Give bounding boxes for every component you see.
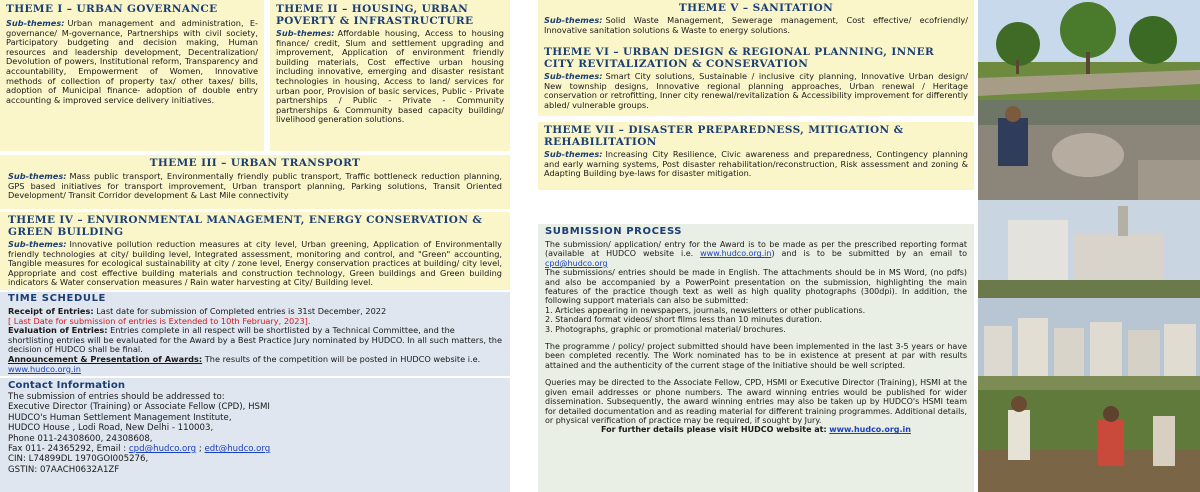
contact-gstin: GSTIN: 07AACH0632A1ZF	[8, 464, 120, 475]
photo-power-plant	[978, 200, 1200, 298]
photo-housing	[978, 298, 1200, 390]
theme-6-label: Sub-themes:	[544, 71, 603, 81]
theme-4-panel	[0, 212, 510, 290]
theme-3-panel	[0, 155, 510, 209]
submission-paragraph-4: Queries may be directed to the Associate Fellow, CPD, HSMI or Executive Director (Training), HSMI at the given email addresses or phone numbers. The award winning entries would be published for wider dissemination. Subsequently, the award winning entries may also be taken up by HUDCO's HSMI team for detailed documentation and as reading material for different training programmes. Additional details, or physical verification of practice may be required, if sought by Jury.	[545, 378, 967, 425]
photo-construction-worker	[978, 100, 1200, 200]
submission-paragraph-5	[545, 425, 967, 434]
theme-6-text: Smart City solutions, Sustainable / inclusive city planning, Innovative Urban design/ New township designs, Innovative regional planning approaches, Urban renewal / Heritage conservation or retrofitting, Inner city renewal/revitalization & Accessibility improvement for differently abled/ vulnerable groups.	[544, 71, 968, 110]
email-edt-link[interactable]: edt@hudco.org	[204, 444, 271, 455]
theme-5-body	[544, 16, 968, 35]
theme-1-label: Sub-themes:	[6, 18, 65, 28]
further-details-text: For further details please visit HUDCO website at:	[601, 425, 827, 435]
contact-line: HUDCO's Human Settlement Management Institute,	[8, 412, 232, 423]
fax-text: Fax 011- 24365292, Email :	[8, 444, 127, 455]
theme-2-title: THEME II – HOUSING, URBAN POVERTY & INFRASTRUCTURE	[276, 3, 474, 27]
theme-4-title: THEME IV – ENVIRONMENTAL MANAGEMENT, ENERGY CONSERVATION & GREEN BUILDING	[8, 214, 483, 238]
support-material-item: 2. Standard format videos/ short films less than 10 minutes duration.	[545, 315, 823, 325]
receipt-text: Last date for submission of Completed entries is 31st December, 2022	[96, 306, 387, 316]
contact-body	[8, 392, 502, 475]
theme-3-title: THEME III – URBAN TRANSPORT	[149, 157, 361, 169]
theme-6-body	[544, 72, 968, 110]
contact-line: Executive Director (Training) or Associate Fellow (CPD), HSMI	[8, 402, 270, 413]
submission-panel	[538, 224, 974, 492]
contact-panel	[0, 378, 510, 492]
theme-6-panel	[538, 44, 974, 116]
time-schedule-title: TIME SCHEDULE	[8, 293, 106, 304]
theme-1-title: THEME I – URBAN GOVERNANCE	[6, 3, 218, 15]
theme-2-panel	[270, 0, 510, 151]
email-cpd-link[interactable]: cpd@hudco.org	[128, 444, 197, 455]
theme-4-text: Innovative pollution reduction measures at city level, Urban greening, Application of Environmentally friendly technologies at city/ building level, Integrated assessment, monitoring and control, and "Green" accounting, Tangible measures for ecological sustainability at city / zone level, Energy conservation practices at building/ city level, Appropriate and cost effective building materials and construction technology, Green buildings and Green building indicators & Water conservation measures / Rain water harvesting at City/ Building level.	[8, 239, 502, 288]
evaluation-text: Entries complete in all respect will be shortlisted by a Technical Committee, and the shortlisting entries will be evaluated for the Award by a Best Practice Jury nominated by HUDCO. In all such matters, the decision of HUDCO shall be final.	[8, 325, 503, 355]
contact-line: The submission of entries should be addressed to:	[8, 392, 225, 402]
theme-6-title: THEME VI – URBAN DESIGN & REGIONAL PLANNING, INNER CITY REVITALIZATION & CONSERVATION	[544, 46, 935, 70]
time-schedule-body	[8, 307, 502, 374]
submission-email-link[interactable]: cpd@hudco.org	[545, 258, 608, 268]
submission-website-link[interactable]: www.hudco.org.in	[700, 249, 772, 259]
submission-paragraph-2: The submissions/ entries should be made in English. The attachments should be in MS Word, (no pdfs) and also be accompanied by a PowerPoint presentation on the submission, highlighting the main features of the practice though text as well as high quality photographs (300dpi). In addition, the following support materials can also be submitted:	[545, 268, 967, 306]
theme-7-text: Increasing City Resilience, Civic awareness and preparedness, Contingency planning and early warning systems, Post disaster rehabilitation/reconstruction, Risk assessment and zoning & Adapting Building bye-laws for disaster mitigation.	[544, 149, 968, 179]
theme-3-body	[8, 172, 502, 201]
contact-line: Phone 011-24308600, 24308608,	[8, 433, 153, 444]
theme-2-body	[276, 29, 504, 125]
announcement-label: Announcement & Presentation of Awards:	[8, 353, 203, 364]
theme-3-text: Mass public transport, Environmentally friendly public transport, Traffic bottleneck reduction planning, GPS based initiatives for transport improvement, Urban transport planning, Parking solutions, Transit Oriented Development/ Transit Corridor development & Last Mile connectivity	[8, 171, 502, 201]
further-details-website-link[interactable]: www.hudco.org.in	[829, 425, 911, 435]
theme-1-panel	[0, 0, 264, 151]
theme-2-text: Affordable housing, Access to housing finance/ credit, Slum and settlement upgrading and improvement, Application of environment friendly building materials, Cost effective urban housing including innovative, emerging and disaster resistant technologies in housing, Access to land/ services for urban poor, Provision of basic services, Public - Private partnerships / Public - Private - Community partnerships & Community based capacity building/ livelihood generation solutions.	[276, 28, 504, 125]
submission-p1b: ) and is to be submitted by an email to	[771, 249, 968, 259]
receipt-label: Receipt of Entries:	[8, 306, 94, 316]
extended-deadline: [ Last Date for submission of entries is Extended to 10th February, 2023].	[8, 315, 311, 326]
theme-5-text: Solid Waste Management, Sewerage management, Cost effective/ ecofriendly/ Innovative sanitation solutions & Waste to energy solutions.	[544, 15, 968, 35]
time-schedule-panel	[0, 292, 510, 376]
theme-1-text: Urban management and administration, E-governance/ M-governance, Partnerships with civil society, Participatory budgeting and decision making, Human resources and leadership development, Decentralization/ Devolution of powers, Institutional reform, Transparency and accountability, Empowerment of Women, Innovative methods of collection of property tax/ other taxes/ bills, adoption of Municipal finance- adoption of double entry accounting & improved service delivery initiatives.	[6, 18, 258, 105]
theme-3-label: Sub-themes:	[8, 171, 67, 181]
submission-body	[545, 240, 967, 435]
submission-p1a: The submission/ application/ entry for the Award is to be made as per the prescribed reporting format (available at HUDCO website i.e.	[545, 240, 967, 259]
announcement-text: The results of the competition will be posted in HUDCO website i.e.	[204, 353, 481, 364]
theme-7-label: Sub-themes:	[544, 149, 603, 159]
theme-7-title: THEME VII – DISASTER PREPAREDNESS, MITIGATION & REHABILITATION	[544, 124, 904, 148]
photo-tree-planting	[978, 390, 1200, 492]
announcement-website-link[interactable]: www.hudco.org.in	[8, 363, 81, 374]
contact-line: HUDCO House , Lodi Road, New Delhi - 110003,	[8, 423, 214, 434]
support-material-item: 3. Photographs, graphic or promotional material/ brochures.	[545, 324, 786, 334]
theme-1-body	[6, 19, 258, 105]
evaluation-label: Evaluation of Entries:	[8, 325, 108, 336]
submission-paragraph-3: The programme / policy/ project submitted should have been implemented in the last 3-5 years or have been completed recently. The Work nominated has to be in existence at present at par with results attained and the authenticity of the current stage of the Initiative should be well scripted.	[545, 342, 967, 370]
submission-title: SUBMISSION PROCESS	[545, 226, 683, 237]
theme-5-label: Sub-themes:	[544, 15, 603, 25]
theme-5-title: THEME V – SANITATION	[678, 2, 834, 14]
submission-paragraph-1	[545, 240, 967, 268]
photo-greenery	[978, 0, 1200, 100]
theme-5-panel	[538, 0, 974, 44]
contact-title: Contact Information	[8, 380, 126, 391]
support-material-item: 1. Articles appearing in newspapers, journals, newsletters or other publications.	[545, 305, 866, 315]
contact-fax-email	[8, 444, 502, 454]
theme-4-body	[8, 240, 502, 288]
theme-4-label: Sub-themes:	[8, 239, 67, 249]
contact-cin: CIN: L74899DL 1970GOI005276,	[8, 454, 149, 465]
theme-7-body	[544, 150, 968, 179]
email-separator: ;	[198, 444, 202, 455]
theme-2-label: Sub-themes:	[276, 28, 335, 38]
theme-7-panel	[538, 122, 974, 190]
